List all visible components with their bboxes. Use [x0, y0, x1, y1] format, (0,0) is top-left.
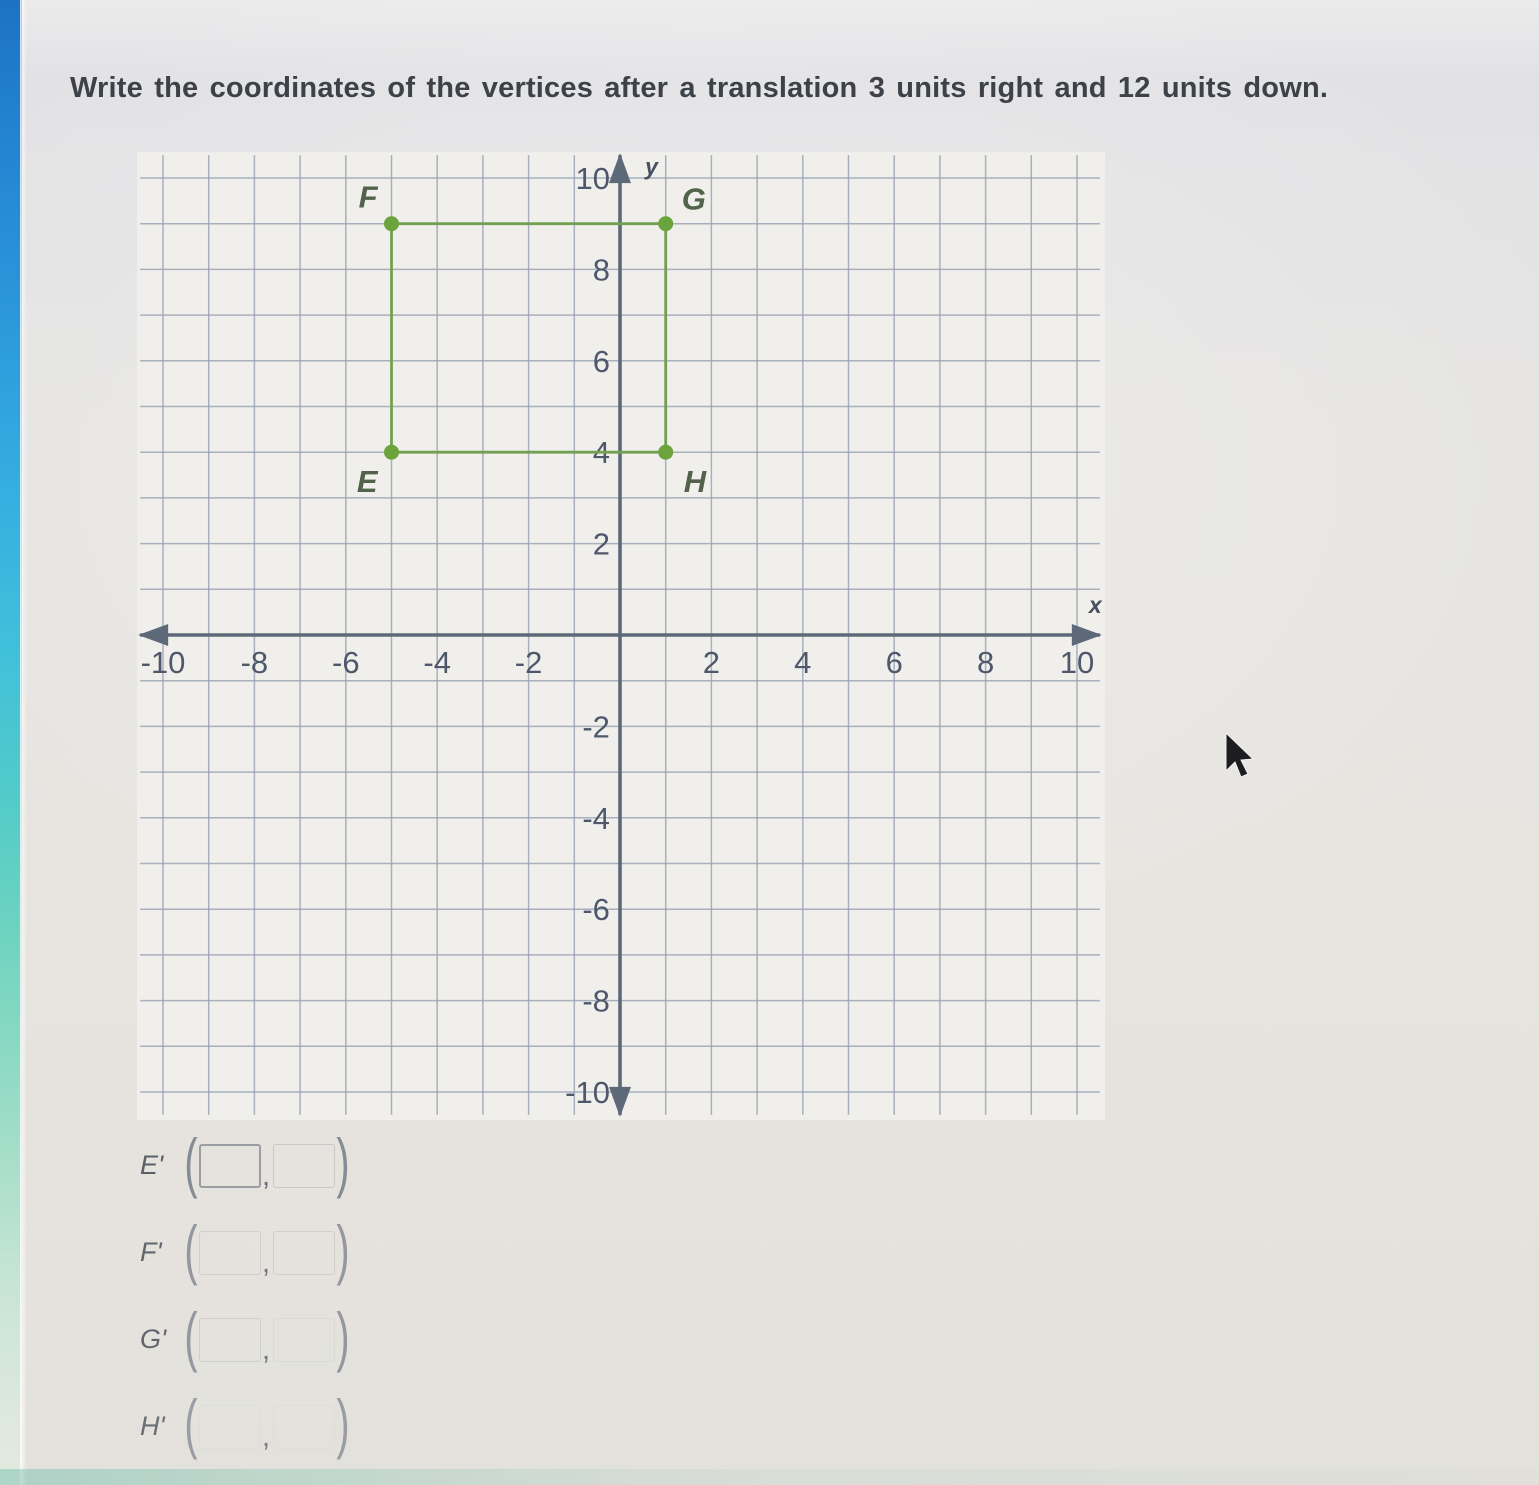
- comma-separator: ,: [261, 1160, 271, 1192]
- x-tick-label: -4: [423, 645, 451, 680]
- vertex-dot-E: [384, 445, 399, 460]
- y-axis-label: y: [645, 153, 658, 180]
- y-tick-label: 2: [592, 526, 610, 562]
- vertex-prime-label: H': [140, 1411, 165, 1441]
- question-text: Write the coordinates of the vertices after a translation 3 units right and 12 units down.: [70, 72, 1329, 104]
- x-tick-label: 10: [1059, 645, 1095, 680]
- left-edge-stripe: [0, 0, 22, 1485]
- x-tick-label: -6: [332, 645, 360, 680]
- close-paren: ): [336, 1298, 350, 1373]
- answer-list: [140, 1122, 348, 1470]
- x-tick-label: -10: [140, 645, 186, 680]
- open-paren: (: [184, 1385, 198, 1460]
- comma-separator: ,: [261, 1421, 271, 1453]
- bottom-edge-tint: [0, 1469, 1539, 1485]
- x-tick-label: 6: [885, 645, 903, 680]
- vertex-prime-label: E': [140, 1150, 164, 1180]
- open-paren: (: [184, 1298, 198, 1373]
- x-coordinate-input[interactable]: [199, 1318, 261, 1362]
- y-coordinate-input[interactable]: [273, 1318, 335, 1362]
- vertex-prime-label: G': [140, 1324, 167, 1354]
- vertex-prime-label: F': [140, 1237, 162, 1267]
- y-tick-label: 4: [592, 435, 610, 471]
- comma-separator: ,: [261, 1247, 271, 1279]
- x-coordinate-input[interactable]: [199, 1144, 261, 1188]
- y-coordinate-input[interactable]: [273, 1144, 335, 1188]
- x-coordinate-input[interactable]: [199, 1405, 261, 1449]
- vertex-label-G: G: [681, 181, 706, 217]
- y-tick-label: 8: [592, 252, 610, 288]
- y-tick-label: -2: [582, 709, 610, 745]
- x-tick-label: 8: [976, 645, 995, 680]
- close-paren: ): [336, 1385, 350, 1460]
- answer-row-E-prime: [140, 1122, 348, 1209]
- vertex-label-H: H: [683, 464, 707, 500]
- x-tick-label: 4: [794, 645, 812, 680]
- x-coordinate-input[interactable]: [199, 1231, 261, 1275]
- close-paren: ): [336, 1124, 350, 1199]
- x-tick-label: 2: [702, 645, 721, 680]
- comma-separator: ,: [261, 1334, 271, 1366]
- y-tick-label: -6: [582, 892, 610, 928]
- x-axis-label: x: [1088, 592, 1102, 618]
- answer-row-F-prime: [140, 1209, 348, 1296]
- vertex-dot-H: [658, 445, 673, 460]
- y-tick-label: 6: [592, 343, 610, 379]
- y-tick-label: -8: [582, 983, 610, 1019]
- answer-row-H-prime: [140, 1383, 348, 1470]
- close-paren: ): [336, 1211, 350, 1286]
- answer-row-G-prime: [140, 1296, 348, 1383]
- y-tick-label: -10: [565, 1075, 610, 1110]
- vertex-dot-G: [658, 216, 673, 231]
- y-coordinate-input[interactable]: [273, 1231, 335, 1275]
- coordinate-grid: [137, 152, 1105, 1120]
- vertex-label-E: E: [356, 464, 378, 500]
- x-tick-label: -2: [514, 645, 543, 680]
- vertex-dot-F: [384, 216, 399, 231]
- x-tick-label: -8: [240, 645, 269, 680]
- mouse-cursor: [1224, 732, 1260, 782]
- y-tick-label: 10: [575, 161, 610, 196]
- open-paren: (: [184, 1124, 198, 1199]
- open-paren: (: [184, 1211, 198, 1286]
- y-coordinate-input[interactable]: [273, 1405, 335, 1449]
- y-tick-label: -4: [582, 800, 610, 836]
- cursor-arrow: [1226, 733, 1253, 777]
- vertex-label-F: F: [358, 179, 378, 215]
